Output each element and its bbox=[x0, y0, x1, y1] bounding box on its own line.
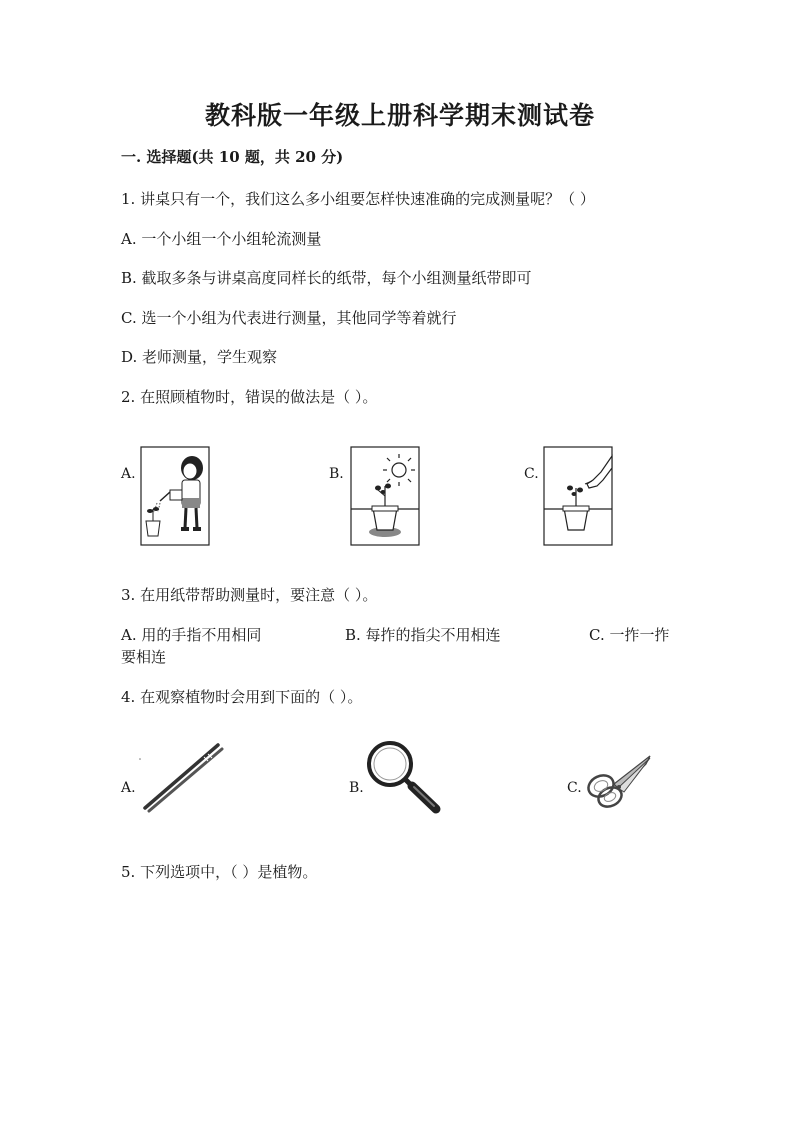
question-4-stem: 4. 在观察植物时会用到下面的（ ）。 bbox=[121, 688, 363, 706]
question-1-option-c: C. 选一个小组为代表进行测量，其他同学等着就行 bbox=[121, 309, 457, 327]
scissors-image bbox=[584, 752, 654, 812]
chopsticks-image bbox=[138, 740, 224, 814]
question-4-label-b: B. bbox=[349, 780, 364, 796]
question-4-label-a: A. bbox=[121, 780, 136, 796]
question-2-label-b: B. bbox=[329, 466, 344, 482]
question-3-option-a: A. 用的手指不用相同 bbox=[121, 626, 262, 644]
section-heading: 一. 选择题(共 10 题，共 20 分) bbox=[121, 148, 344, 166]
question-3-option-c: C. 一拃一拃 bbox=[589, 626, 670, 644]
child-watering-plant-image bbox=[140, 446, 210, 546]
question-1-option-a: A. 一个小组一个小组轮流测量 bbox=[121, 230, 322, 248]
question-4-label-c: C. bbox=[567, 780, 582, 796]
question-3-stem: 3. 在用纸带帮助测量时，要注意（ ）。 bbox=[121, 586, 378, 604]
question-2-stem: 2. 在照顾植物时，错误的做法是（ ）。 bbox=[121, 388, 378, 406]
question-3-option-b: B. 每拃的指尖不用相连 bbox=[345, 626, 501, 644]
question-1-option-b: B. 截取多条与讲桌高度同样长的纸带，每个小组测量纸带即可 bbox=[121, 269, 532, 287]
page-title: 教科版一年级上册科学期末测试卷 bbox=[204, 101, 595, 130]
magnifying-glass-image bbox=[364, 738, 444, 816]
hand-touching-plant-image bbox=[543, 446, 613, 546]
question-3-option-c-continued: 要相连 bbox=[121, 648, 167, 666]
question-2-label-c: C. bbox=[524, 466, 539, 482]
potted-plant-in-sun-image bbox=[350, 446, 420, 546]
question-1-stem: 1. 讲桌只有一个，我们这么多小组要怎样快速准确的完成测量呢？（ ） bbox=[121, 190, 595, 208]
question-5-stem: 5. 下列选项中，（ ）是植物。 bbox=[121, 863, 318, 881]
question-2-label-a: A. bbox=[121, 466, 136, 482]
question-1-option-d: D. 老师测量，学生观察 bbox=[121, 348, 278, 366]
